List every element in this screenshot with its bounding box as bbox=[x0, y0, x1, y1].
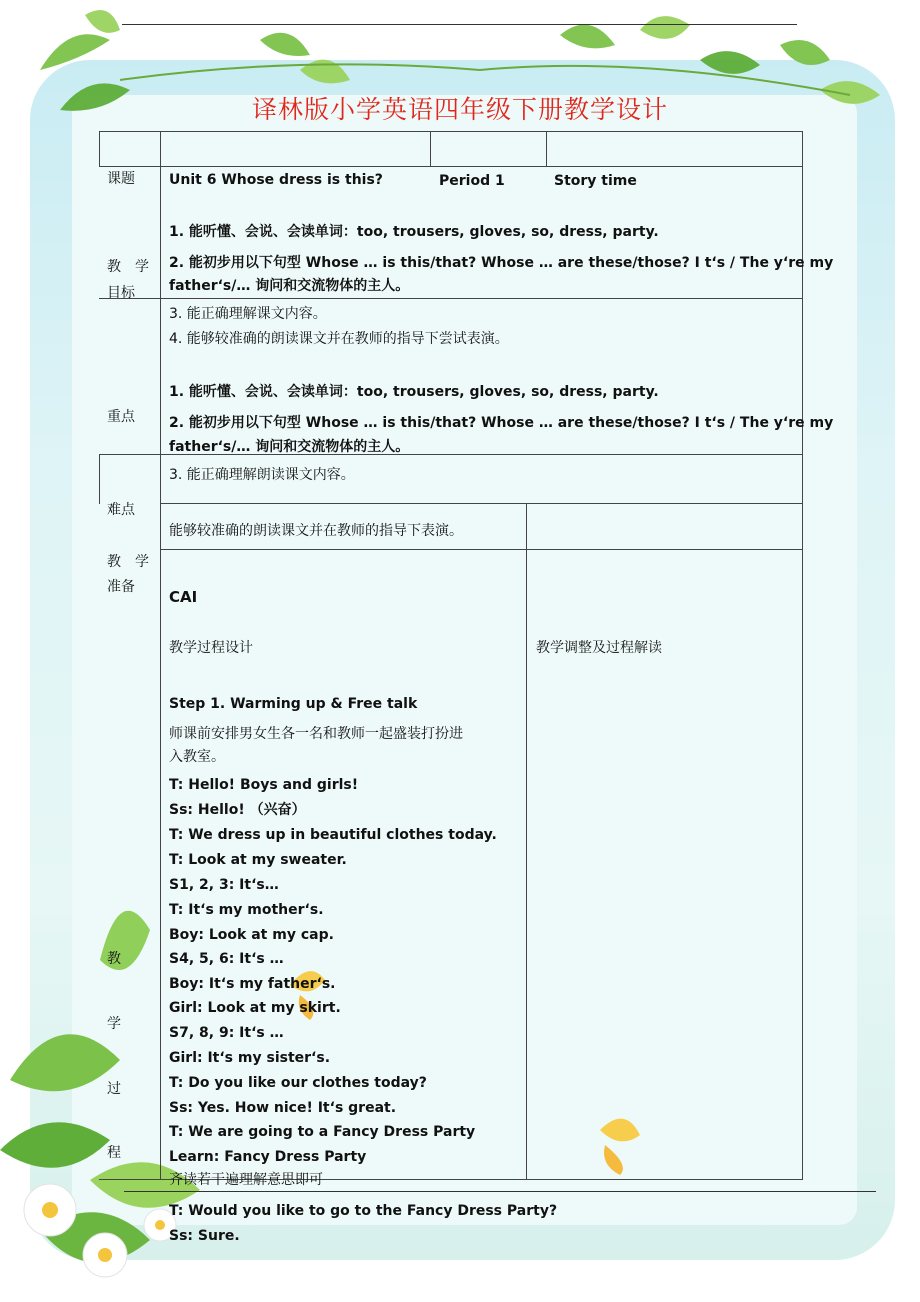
process-label-char1: 教 bbox=[107, 951, 121, 967]
dialogue-line: T: Look at my sweater. bbox=[169, 852, 347, 868]
page-title: 译林版小学英语四年级下册教学设计 bbox=[251, 95, 668, 124]
prep-text: CAI bbox=[169, 588, 198, 606]
step-heading: Step 1. Warming up & Free talk bbox=[169, 696, 418, 712]
process-label-char4: 程 bbox=[107, 1145, 121, 1161]
story-time-text: Story time bbox=[554, 173, 637, 189]
goals-label-line1: 教 学 bbox=[107, 259, 149, 275]
dialogue-line: 齐读若干遍理解意思即可 bbox=[169, 1172, 323, 1188]
goal-item: father‘s/… 询问和交流物体的主人。 bbox=[169, 278, 410, 294]
dialogue-line: S1, 2, 3: It‘s… bbox=[169, 877, 279, 893]
dialogue-line: Learn: Fancy Dress Party bbox=[169, 1149, 367, 1165]
difficulty-label: 难点 bbox=[107, 502, 135, 518]
key-points-label: 重点 bbox=[107, 409, 135, 425]
dialogue-line: Ss: Yes. How nice! It‘s great. bbox=[169, 1100, 397, 1116]
dialogue-line: T: We are going to a Fancy Dress Party bbox=[169, 1124, 476, 1140]
dialogue-line: Ss: Hello! （兴奋） bbox=[169, 802, 306, 818]
goal-item: 4. 能够较准确的朗读课文并在教师的指导下尝试表演。 bbox=[169, 331, 509, 347]
goal-item: 3. 能正确理解课文内容。 bbox=[169, 306, 327, 322]
dialogue-line: Girl: Look at my skirt. bbox=[169, 1000, 341, 1016]
step-description: 师课前安排男女生各一名和教师一起盛装打扮进 bbox=[169, 726, 463, 742]
dialogue-line: S7, 8, 9: It‘s … bbox=[169, 1025, 284, 1041]
step-description: 入教室。 bbox=[169, 749, 225, 765]
key-point-item: 3. 能正确理解朗读课文内容。 bbox=[169, 467, 355, 483]
dialogue-line: Boy: Look at my cap. bbox=[169, 927, 334, 943]
key-point-item: father‘s/… 询问和交流物体的主人。 bbox=[169, 439, 410, 455]
period-text: Period 1 bbox=[439, 173, 505, 189]
dialogue-line: S4, 5, 6: It‘s … bbox=[169, 951, 284, 967]
topic-label: 课题 bbox=[107, 171, 135, 187]
goals-label-line2: 目标 bbox=[107, 285, 135, 301]
dialogue-line: T: Hello! Boys and girls! bbox=[169, 777, 359, 793]
prep-label-line2: 准备 bbox=[107, 579, 135, 595]
goal-item: 1. 能听懂、会说、会读单词：too, trousers, gloves, so, dress, party. bbox=[169, 224, 659, 240]
dialogue-line: Ss: Sure. bbox=[169, 1228, 240, 1244]
dialogue-line: Girl: It‘s my sister‘s. bbox=[169, 1050, 331, 1066]
difficulty-text: 能够较准确的朗读课文并在教师的指导下表演。 bbox=[169, 523, 463, 539]
dialogue-line: T: Do you like our clothes today? bbox=[169, 1075, 427, 1091]
key-point-item: 2. 能初步用以下句型 Whose … is this/that? Whose … are these/those? I t‘s / The y‘re my bbox=[169, 415, 834, 431]
dialogue-line: Boy: It‘s my father‘s. bbox=[169, 976, 336, 992]
process-label-char3: 过 bbox=[107, 1081, 121, 1097]
unit-title: Unit 6 Whose dress is this? bbox=[169, 172, 383, 188]
dialogue-line: T: Would you like to go to the Fancy Dress Party? bbox=[169, 1203, 558, 1219]
goal-item: 2. 能初步用以下句型 Whose … is this/that? Whose … are these/those? I t‘s / The y‘re my bbox=[169, 255, 834, 271]
key-point-item: 1. 能听懂、会说、会读单词：too, trousers, gloves, so, dress, party. bbox=[169, 384, 659, 400]
dialogue-line: T: We dress up in beautiful clothes today. bbox=[169, 827, 497, 843]
dialogue-line: T: It‘s my mother‘s. bbox=[169, 902, 324, 918]
process-label-char2: 学 bbox=[107, 1016, 121, 1032]
process-design-header: 教学过程设计 bbox=[169, 640, 253, 656]
adjustment-header: 教学调整及过程解读 bbox=[536, 640, 662, 656]
prep-label-line1: 教 学 bbox=[107, 554, 149, 570]
